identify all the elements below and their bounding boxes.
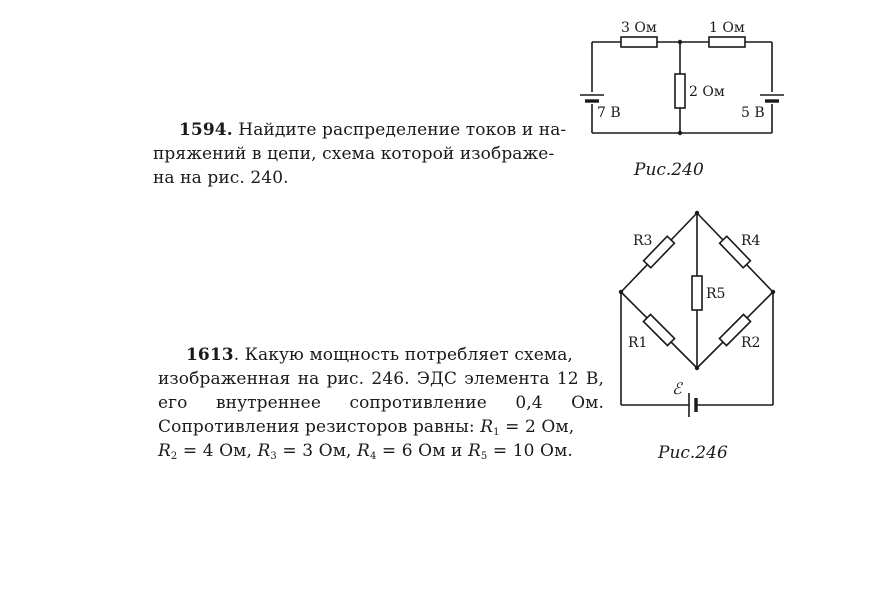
problem-1613-text-1: . Какую мощность потребляет схема, bbox=[233, 345, 573, 365]
label-1-ohm: 1 Ом bbox=[709, 20, 745, 36]
label-r3: R3 bbox=[633, 233, 653, 249]
resistor-r5 bbox=[692, 276, 702, 310]
problem-1594-line-2: пряжений в цепи, схема которой изображе- bbox=[153, 144, 555, 164]
junction-right bbox=[771, 290, 775, 294]
r5-subscript: 5 bbox=[480, 451, 488, 462]
junction-top bbox=[695, 211, 699, 215]
junction-left bbox=[619, 290, 623, 294]
problem-number-dot: . bbox=[226, 120, 233, 140]
label-r4: R4 bbox=[741, 233, 761, 249]
r2-subscript: 2 bbox=[170, 451, 178, 462]
r3-symbol: R bbox=[257, 441, 271, 461]
r4-symbol: R bbox=[357, 441, 370, 461]
problem-1594-number: 1594 bbox=[179, 120, 227, 140]
r5-value: = 10 Ом. bbox=[487, 441, 573, 461]
label-7v: 7 В bbox=[597, 105, 621, 121]
resistor-r1 bbox=[643, 314, 674, 345]
r4-value: = 6 Ом и bbox=[376, 441, 468, 461]
label-r1: R1 bbox=[628, 335, 648, 351]
label-3-ohm: 3 Ом bbox=[621, 20, 657, 36]
r2-value: = 4 Ом, bbox=[177, 441, 258, 461]
figure-240-caption: Рис.240 bbox=[634, 160, 704, 180]
r1-value: = 2 Ом, bbox=[499, 417, 575, 437]
label-emf: ℰ bbox=[672, 379, 682, 398]
problem-1613-text-4: Сопротивления резисторов равны: bbox=[158, 417, 481, 437]
r3-subscript: 3 bbox=[270, 451, 277, 462]
battery-emf bbox=[689, 393, 696, 417]
r3-value: = 3 Ом, bbox=[276, 441, 358, 461]
label-r2: R2 bbox=[741, 335, 761, 351]
label-5v: 5 В bbox=[741, 105, 765, 121]
r5-symbol: R bbox=[467, 441, 481, 461]
r1-symbol: R bbox=[480, 417, 494, 437]
r4-subscript: 4 bbox=[369, 451, 377, 462]
label-2-ohm: 2 Ом bbox=[689, 84, 725, 100]
figure-246-caption: Рис.246 bbox=[658, 443, 728, 463]
problem-1594-text-1: Найдите распределение токов и на- bbox=[238, 120, 567, 140]
problem-1613-line-2: изображенная на рис. 246. ЭДС элемента 12 В, bbox=[158, 369, 604, 389]
label-r5: R5 bbox=[706, 286, 726, 302]
problem-1613-line-3: его внутреннее сопротивление 0,4 Ом. bbox=[158, 393, 604, 413]
problem-1594-line-3: на на рис. 240. bbox=[153, 168, 289, 188]
r1-subscript: 1 bbox=[493, 427, 500, 438]
junction-bottom bbox=[695, 366, 699, 370]
problem-1613-number: 1613 bbox=[186, 345, 234, 365]
r2-symbol: R bbox=[158, 441, 171, 461]
